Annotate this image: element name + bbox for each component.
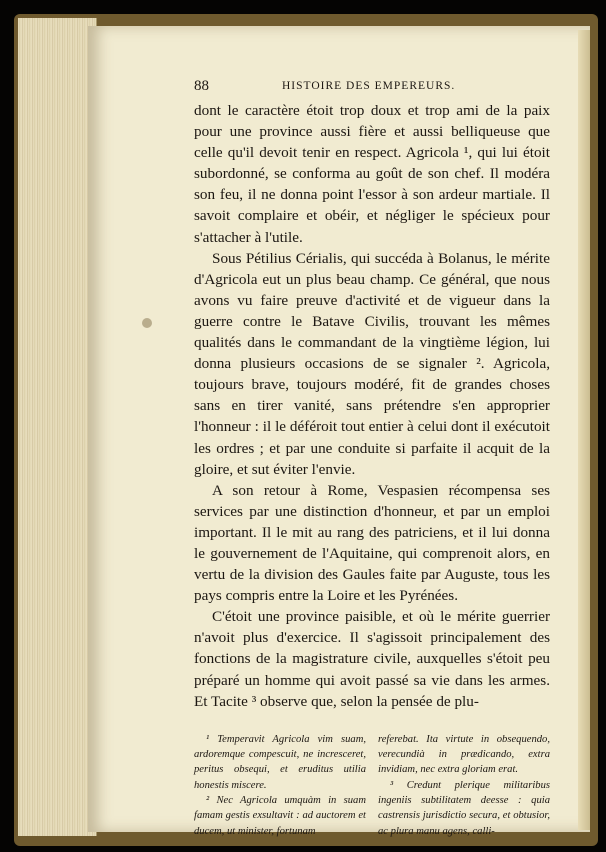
footnote: referebat. Ita virtute in obsequendo, verecundià in prædicando, extra invidiam, nec extra gloriam erat. <box>378 733 550 776</box>
body-text <box>194 100 550 712</box>
paragraph: A son retour à Rome, Vespasien récompensa ses services par une distinction d'honneur, et par un emploi important. Il le mit au rang des patriciens, et il lui donna le gouvernement de l'Aquitaine, qui comprenoit alors, en vertu de la division des Gaules faite par Auguste, tous les pays compris entre la Loire et les Pyrénées. <box>194 481 550 605</box>
paragraph: dont le caractère étoit trop doux et trop ami de la paix pour une province aussi fière et aussi belliqueuse que celle qu'il devoit tenir en respect. Agricola ¹, qui lui étoit subordonné, se conforma au goût de son chef. Il modéra son feu, il ne donna point l'essor à son ardeur martiale. Il savoit complaire et obéir, et négliger le spécieux pour s'attacher à l'utile. <box>194 102 550 246</box>
page-content <box>194 78 550 839</box>
footnotes-right-column <box>378 732 550 839</box>
paragraph: C'étoit une province paisible, et où le mérite guerrier n'avoit plus d'exercice. Il s'agissoit principalement des fonctions de la magistrature civile, auxquelles s'étoit peu préparé un homme qui avoit passé sa vie dans les armes. Et Tacite ³ observe que, selon la pensée de plu- <box>194 608 550 710</box>
right-page-edge <box>578 30 590 830</box>
running-head: HISTOIRE DES EMPEREURS. <box>282 80 456 92</box>
footnote: ³ Credunt plerique militaribus ingeniis subtilitatem deesse : quia castrensis jurisdictio secura, et obtusior, ac plura manu agens, calli- <box>378 779 550 837</box>
footnote: ¹ Temperavit Agricola vim suam, ardoremque compescuit, ne incresceret, peritus obsequi, et eruditus utilia honestis miscere. <box>194 733 366 791</box>
page-edges <box>18 18 97 836</box>
footnote: ² Nec Agricola umquàm in suam famam gestis exsultavit : ad auctorem et ducem, ut minister, fortunam <box>194 794 366 837</box>
page-stain <box>142 318 152 328</box>
footnotes <box>194 732 550 839</box>
page-number: 88 <box>194 78 209 94</box>
page-header <box>194 78 550 100</box>
footnotes-left-column <box>194 732 366 839</box>
paragraph: Sous Pétilius Cérialis, qui succéda à Bolanus, le mérite d'Agricola eut un plus beau champ. Ce général, que nous avons vu faire preuve d'activité et de vigueur dans la guerre contre le Batave Civilis, trouvant les mêmes qualités dans le commandant de la vingtième légion, lui donna plusieurs occasions de se signaler ². Agricola, toujours brave, toujours modéré, fit de grandes choses sans en tirer vanité, sans prétendre s'en approprier l'honneur : il le déféroit tout entier à celui dont il exécutoit les ordres ; et par une conduite si parfaite il acquit de la gloire, et sut éviter l'envie. <box>194 249 550 478</box>
